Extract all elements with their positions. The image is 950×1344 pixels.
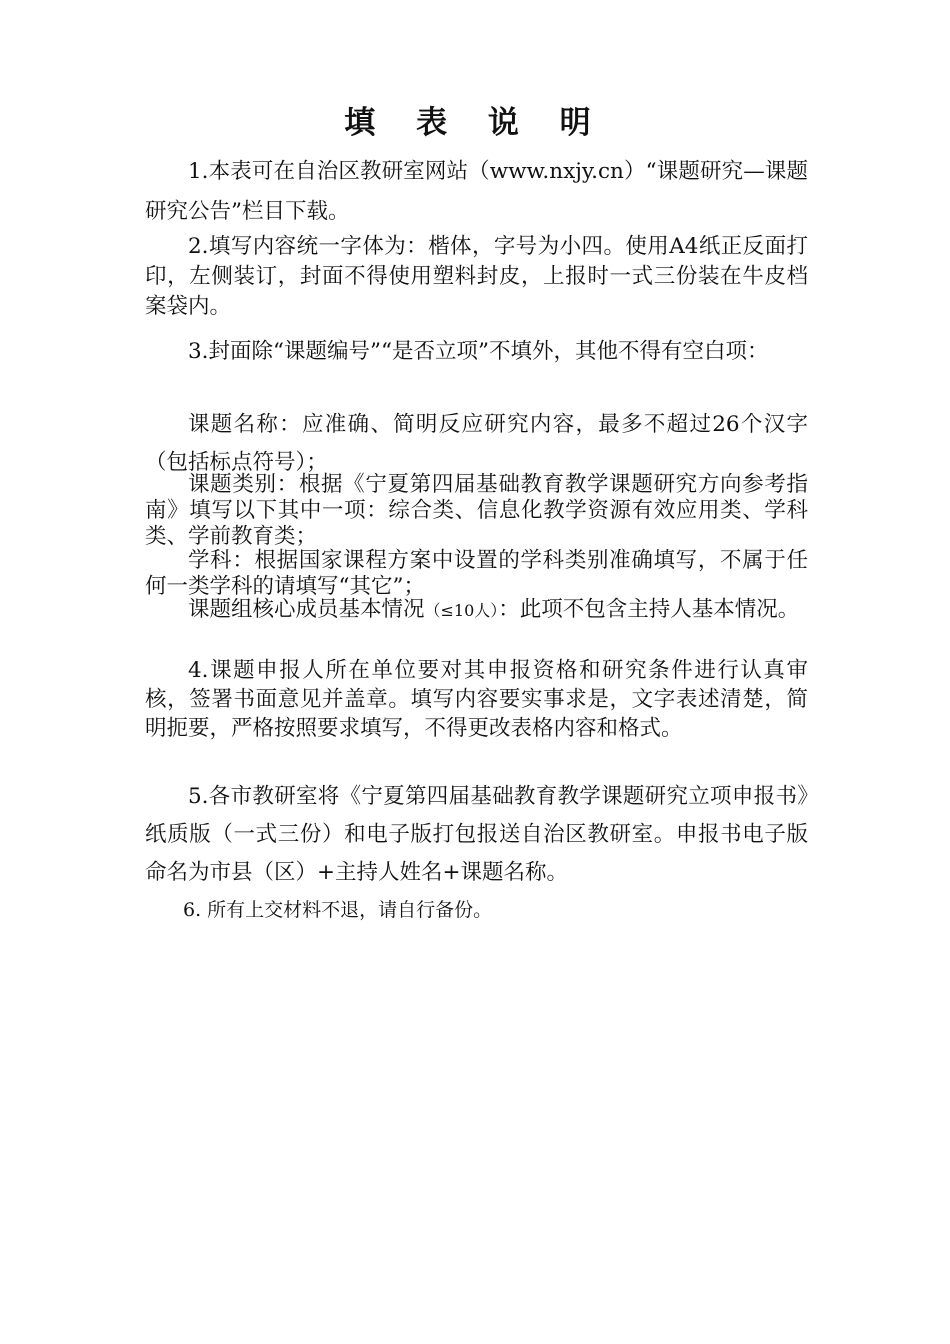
- paragraph-cover-requirements: 3.封面除“课题编号”“是否立项”不填外，其他不得有空白项：: [188, 339, 769, 364]
- instruction-subitem-category: [145, 472, 808, 550]
- instruction-subitem-subject: [145, 548, 808, 600]
- paragraph-submission: 5.各市教研室将《宁夏第四届基础教育教学课题研究立项申报书》纸质版（一式三份）和电子版打包报送自治区教研室。申报书电子版命名为市县（区）+主持人姓名+课题名称。: [145, 784, 808, 885]
- paragraph-core-members: [145, 597, 808, 624]
- paragraph-no-return: 6. 所有上交材料不退，请自行备份。: [183, 899, 493, 921]
- paragraph-download-source: 1.本表可在自治区教研室网站（www.nxjy.cn）“课题研究—课题研究公告”栏目下载。: [145, 159, 808, 224]
- document-title: 填 表 说 明: [344, 105, 606, 141]
- paragraph-unit-review: 4.课题申报人所在单位要对其申报资格和研究条件进行认真审核，签署书面意见并盖章。填写内容要实事求是，文字表述清楚，简明扼要，严格按照要求填写，不得更改表格内容和格式。: [145, 658, 808, 741]
- instruction-item-4: [145, 656, 808, 743]
- paragraph-topic-name: 课题名称：应准确、简明反应研究内容，最多不超过26个汉字（包括标点符号）；: [145, 412, 808, 475]
- core-members-note: ：此项不包含主持人基本情况。: [498, 597, 800, 622]
- paragraph-topic-category: 课题类别：根据《宁夏第四届基础教育教学课题研究方向参考指南》填写以下其中一项：综合类、信息化教学资源有效应用类、学科类、学前教育类；: [145, 472, 808, 549]
- paragraph-format-requirements: 2.填写内容统一字体为：楷体，字号为小四。使用A4纸正反面打印，左侧装订，封面不得使用塑料封皮，上报时一式三份装在牛皮档案袋内。: [145, 234, 808, 319]
- core-members-label: 课题组核心成员基本情况: [188, 597, 425, 622]
- instruction-item-5: [145, 778, 808, 892]
- instruction-subitem-title: [145, 406, 808, 482]
- core-members-limit: （≤10人）: [424, 601, 499, 620]
- paragraph-subject: 学科：根据国家课程方案中设置的学科类别准确填写，不属于任何一类学科的请填写“其它”；: [145, 548, 808, 599]
- instruction-item-1: [145, 152, 808, 232]
- instruction-item-6: [145, 893, 808, 927]
- instruction-item-2: [145, 232, 808, 322]
- instruction-item-3: [145, 332, 808, 372]
- instruction-subitem-members: [145, 597, 808, 624]
